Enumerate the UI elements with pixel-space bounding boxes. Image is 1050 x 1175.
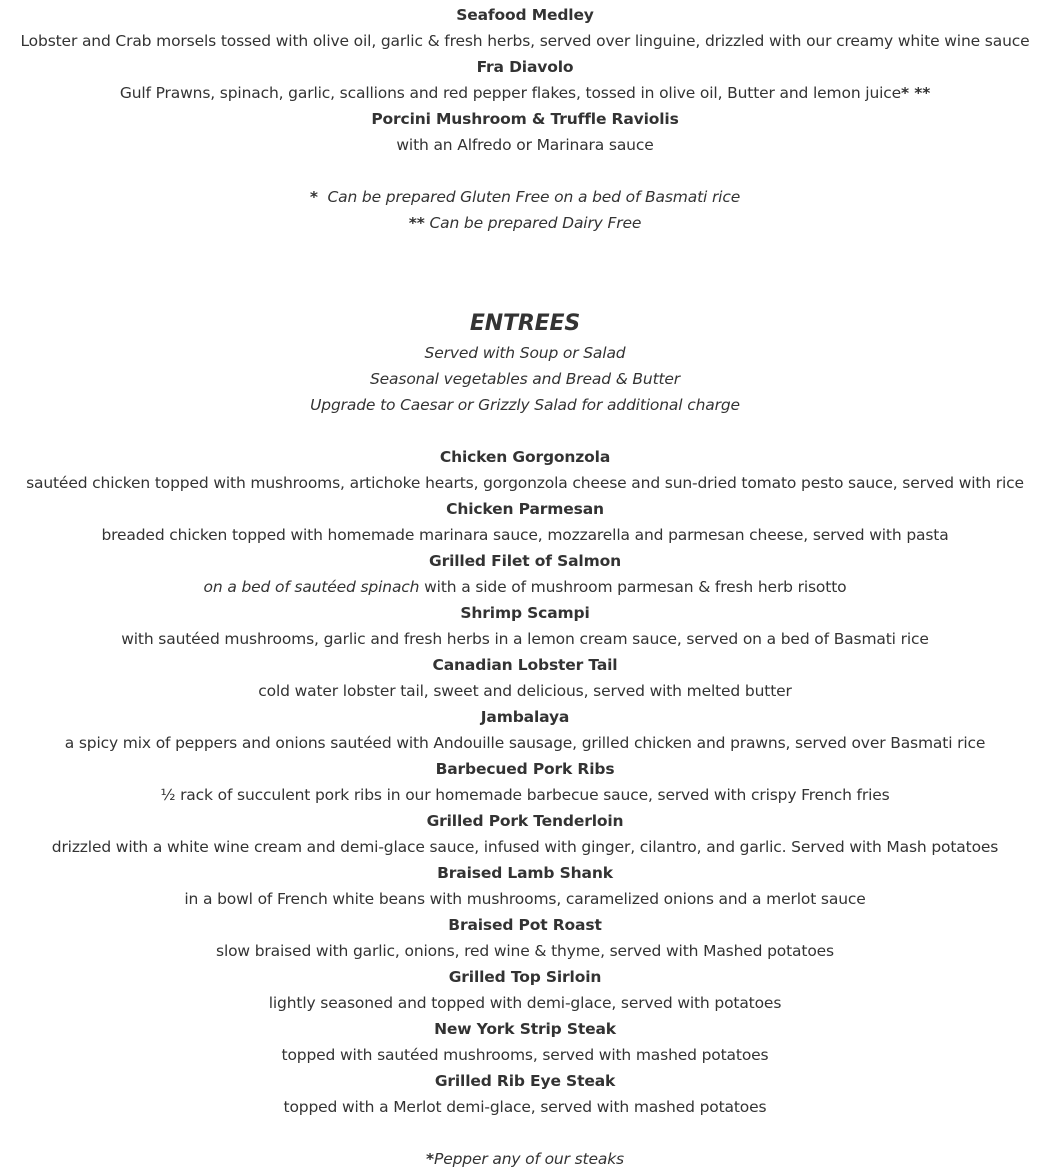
entree-desc: lightly seasoned and topped with demi-glace, served with potatoes xyxy=(268,994,782,1012)
dietary-marks: * ** xyxy=(901,84,931,102)
entree-desc: breaded chicken topped with homemade marinara sauce, mozzarella and parmesan cheese, served with pasta xyxy=(101,526,949,544)
entree-name: Jambalaya xyxy=(480,708,570,726)
entree-name: Chicken Gorgonzola xyxy=(439,448,611,466)
entree-desc-italic: on a bed of sautéed spinach xyxy=(203,578,420,596)
entree-name: Grilled Top Sirloin xyxy=(448,968,602,986)
dish-desc-seafood-medley: Lobster and Crab morsels tossed with olive oil, garlic & fresh herbs, served over linguine, drizzled with our creamy white wine sauce xyxy=(20,32,1030,50)
entrees-subtitle-2: Seasonal vegetables and Bread & Butter xyxy=(369,370,681,388)
entree-desc: drizzled with a white wine cream and demi-glace sauce, infused with ginger, cilantro, and garlic. Served with Mash potatoes xyxy=(51,838,999,856)
entree-desc: in a bowl of French white beans with mushrooms, caramelized onions and a merlot sauce xyxy=(184,890,866,908)
note-mark: ** xyxy=(408,214,425,232)
entree-name: New York Strip Steak xyxy=(434,1020,616,1038)
entree-desc-text: with a side of mushroom parmesan & fresh herb risotto xyxy=(419,578,847,596)
entree-name: Shrimp Scampi xyxy=(460,604,590,622)
entree-name: Grilled Rib Eye Steak xyxy=(434,1072,616,1090)
entree-name: Barbecued Pork Ribs xyxy=(435,760,615,778)
dish-name-seafood-medley: Seafood Medley xyxy=(456,6,594,24)
entree-desc: sautéed chicken topped with mushrooms, artichoke hearts, gorgonzola cheese and sun-dried tomato pesto sauce, served with rice xyxy=(26,474,1024,492)
section-title-entrees: ENTREES xyxy=(469,311,581,336)
entree-name: Braised Lamb Shank xyxy=(437,864,613,882)
entree-desc: ½ rack of succulent pork ribs in our homemade barbecue sauce, served with crispy French fries xyxy=(160,786,890,804)
dish-name-porcini: Porcini Mushroom & Truffle Raviolis xyxy=(371,110,679,128)
entree-desc xyxy=(0,574,1050,600)
entrees-subtitle-3: Upgrade to Caesar or Grizzly Salad for additional charge xyxy=(310,396,740,414)
dish-desc-porcini: with an Alfredo or Marinara sauce xyxy=(396,136,654,154)
entree-desc: topped with sautéed mushrooms, served with mashed potatoes xyxy=(281,1046,769,1064)
entree-desc: slow braised with garlic, onions, red wine & thyme, served with Mashed potatoes xyxy=(216,942,834,960)
note-mark: * xyxy=(309,188,318,206)
dish-desc-fra-diavolo xyxy=(0,80,1050,106)
note-text: Can be prepared Dairy Free xyxy=(429,214,642,232)
entree-name: Grilled Filet of Salmon xyxy=(429,552,621,570)
entree-name: Chicken Parmesan xyxy=(446,500,604,518)
entrees-subtitle-1: Served with Soup or Salad xyxy=(424,344,626,362)
note-dairy-free xyxy=(0,210,1050,236)
pepper-steak-note xyxy=(0,1146,1050,1172)
note-text: Can be prepared Gluten Free on a bed of Basmati rice xyxy=(327,188,741,206)
entree-desc: cold water lobster tail, sweet and delicious, served with melted butter xyxy=(258,682,792,700)
note-mark: * xyxy=(426,1150,435,1168)
note-text: Pepper any of our steaks xyxy=(434,1150,624,1168)
entree-name: Grilled Pork Tenderloin xyxy=(426,812,624,830)
dish-desc-text: Gulf Prawns, spinach, garlic, scallions and red pepper flakes, tossed in olive oil, Butter and lemon juice xyxy=(119,84,902,102)
entree-desc: with sautéed mushrooms, garlic and fresh herbs in a lemon cream sauce, served on a bed of Basmati rice xyxy=(121,630,929,648)
entree-name: Braised Pot Roast xyxy=(448,916,602,934)
entree-desc: a spicy mix of peppers and onions sautéed with Andouille sausage, grilled chicken and prawns, served over Basmati rice xyxy=(64,734,986,752)
entree-name: Canadian Lobster Tail xyxy=(432,656,618,674)
dish-name-fra-diavolo: Fra Diavolo xyxy=(476,58,574,76)
note-gluten-free xyxy=(0,184,1050,210)
entree-desc: topped with a Merlot demi-glace, served with mashed potatoes xyxy=(283,1098,767,1116)
